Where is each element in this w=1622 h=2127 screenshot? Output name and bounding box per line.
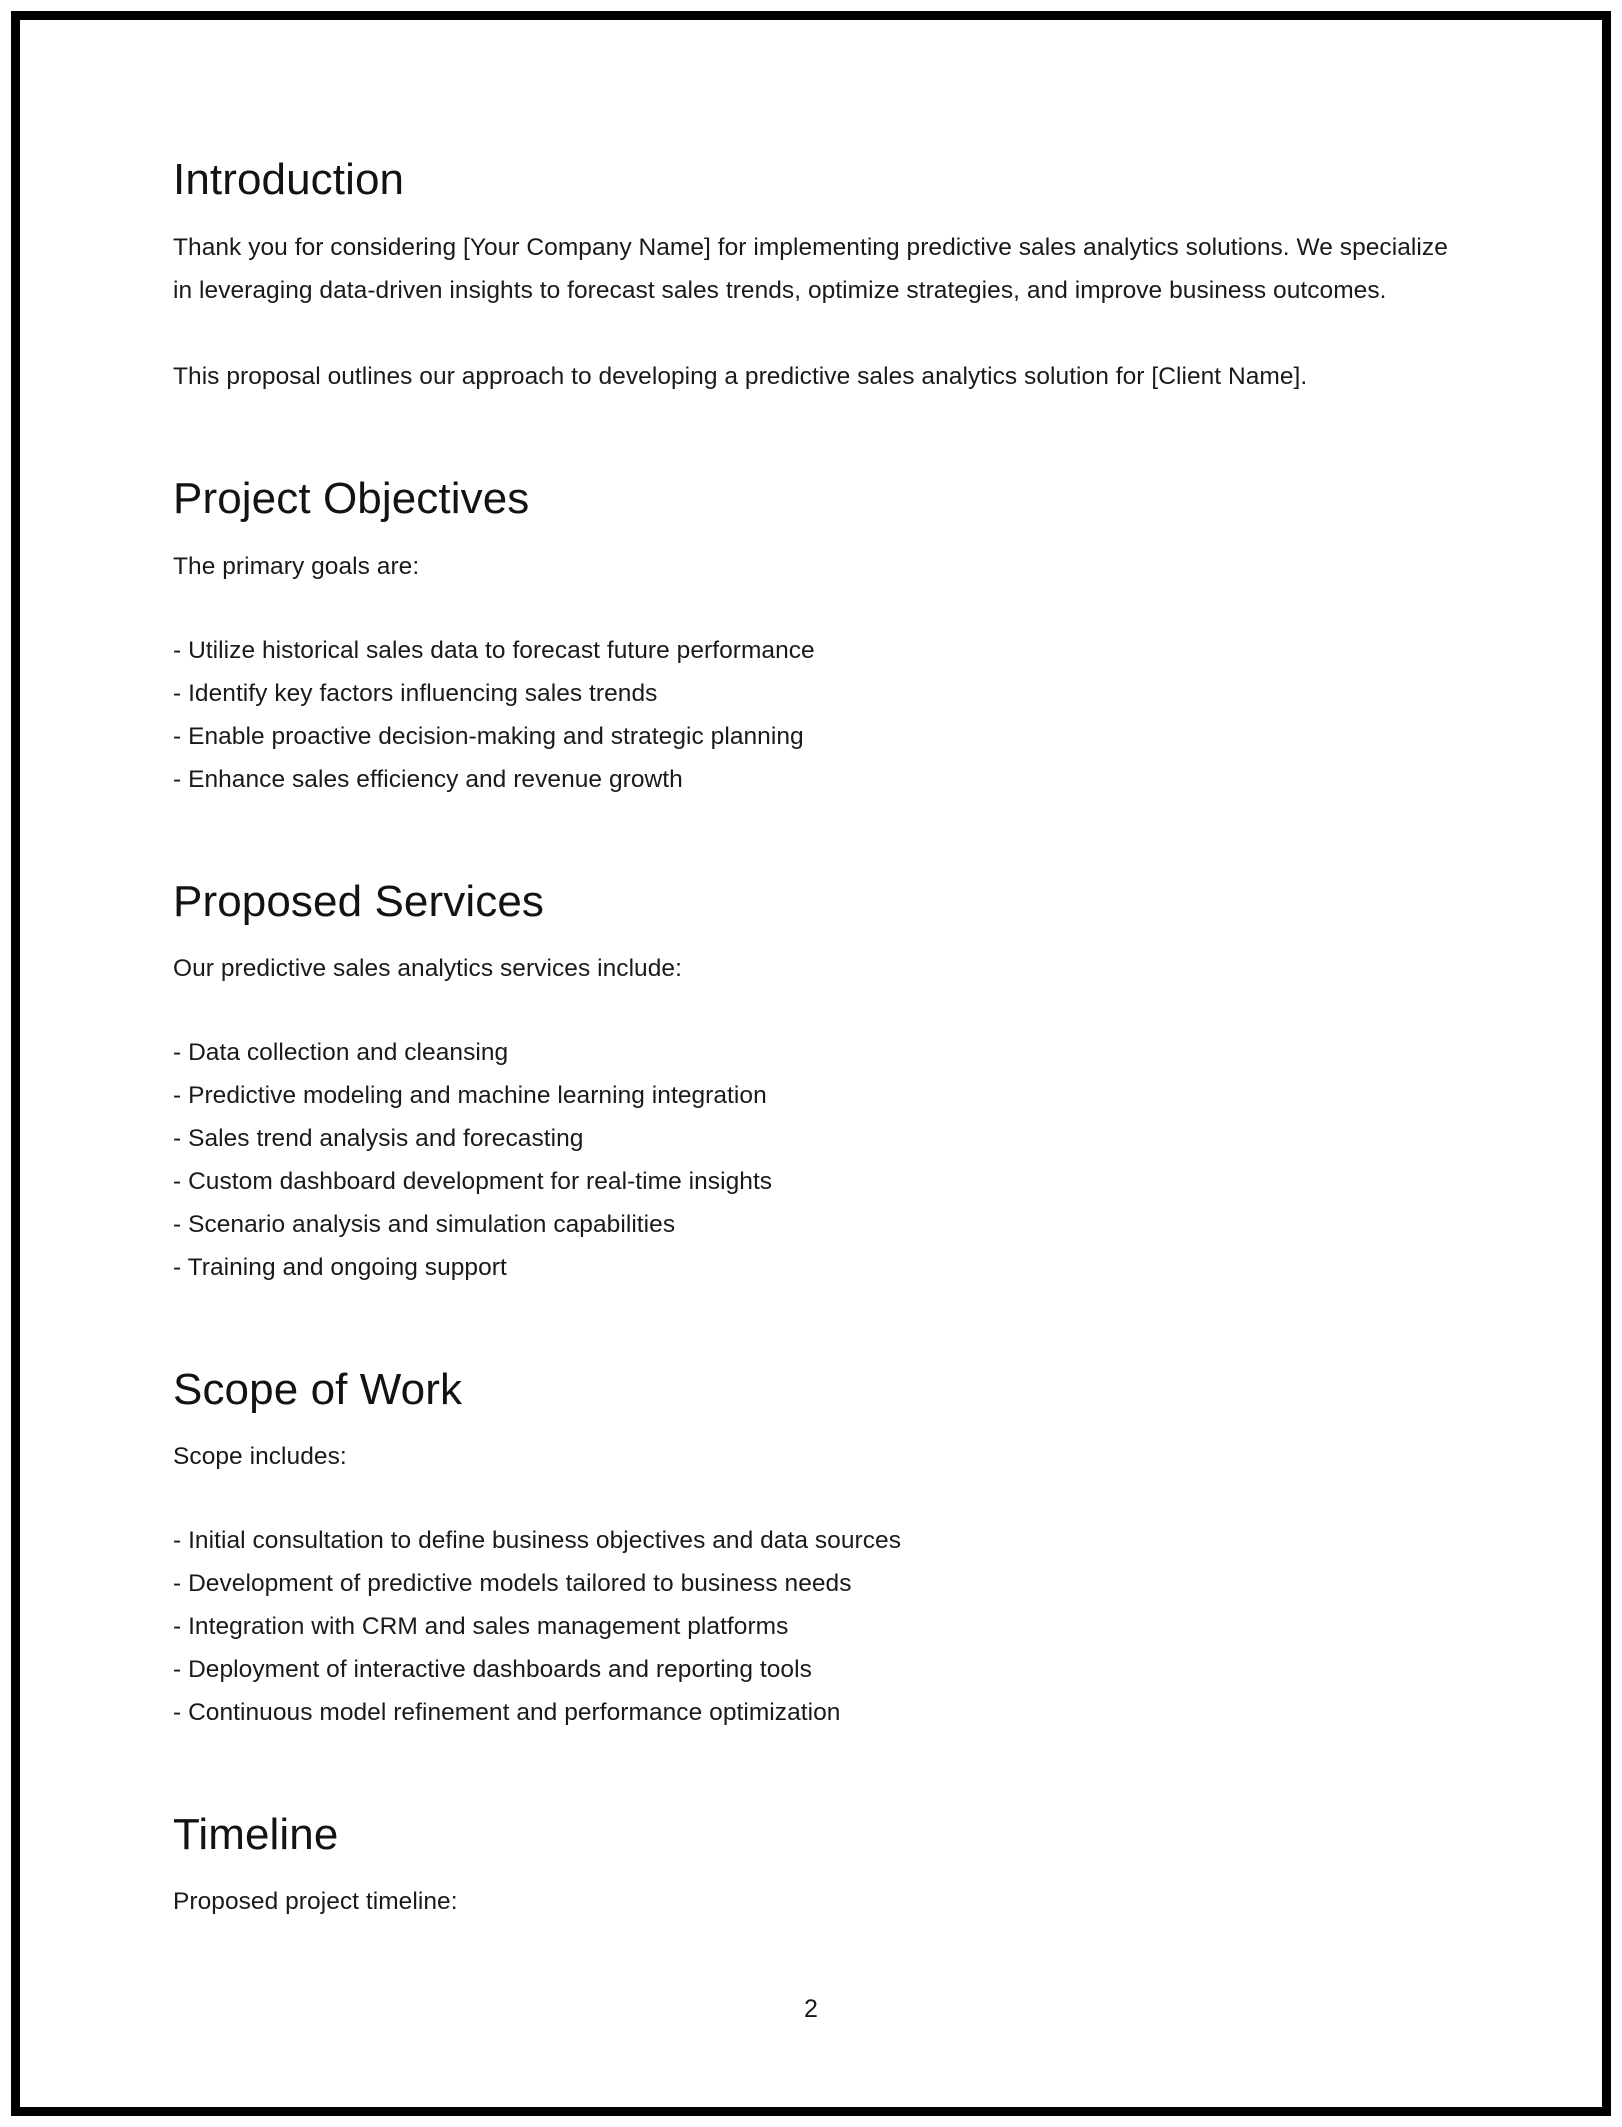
list-proposed-services xyxy=(173,1031,1473,1289)
intro-timeline: Proposed project timeline: xyxy=(173,1888,458,1916)
list-item: - Custom dashboard development for real-time insights xyxy=(173,1167,773,1195)
list-item: - Data collection and cleansing xyxy=(173,1038,509,1066)
page-number: 2 xyxy=(804,1995,818,2023)
page-canvas xyxy=(20,20,1602,2107)
heading-scope-of-work: Scope of Work xyxy=(173,1364,463,1414)
section-project-objectives xyxy=(173,474,1473,800)
list-item: - Predictive modeling and machine learning integration xyxy=(173,1081,767,1109)
list-item: - Utilize historical sales data to forecast future performance xyxy=(173,636,815,664)
intro-project-objectives: The primary goals are: xyxy=(173,552,420,580)
section-proposed-services xyxy=(173,877,1473,1289)
paragraph-intro-2: This proposal outlines our approach to developing a predictive sales analytics solution for [Client Name]. xyxy=(173,363,1308,391)
paragraph-intro-1: Thank you for considering [Your Company Name] for implementing predictive sales analytics solutions. We specialize in leveraging data-driven insights to forecast sales trends, optimize strategies, and improve business outcomes. xyxy=(173,234,1448,305)
heading-project-objectives: Project Objectives xyxy=(173,474,530,524)
list-item: - Enhance sales efficiency and revenue growth xyxy=(173,765,683,793)
list-item: - Scenario analysis and simulation capabilities xyxy=(173,1210,676,1238)
document-content xyxy=(173,155,1473,1923)
list-item: - Identify key factors influencing sales trends xyxy=(173,679,658,707)
list-item: - Enable proactive decision-making and strategic planning xyxy=(173,722,804,750)
section-timeline xyxy=(173,1810,1473,1923)
section-scope-of-work xyxy=(173,1365,1473,1734)
list-item: - Deployment of interactive dashboards and reporting tools xyxy=(173,1656,812,1684)
intro-proposed-services: Our predictive sales analytics services include: xyxy=(173,954,682,982)
list-item: - Development of predictive models tailored to business needs xyxy=(173,1570,852,1598)
section-introduction xyxy=(173,155,1473,398)
heading-timeline: Timeline xyxy=(173,1810,339,1860)
list-project-objectives xyxy=(173,629,1473,801)
list-item: - Integration with CRM and sales management platforms xyxy=(173,1613,789,1641)
list-scope-of-work xyxy=(173,1519,1473,1734)
list-item: - Sales trend analysis and forecasting xyxy=(173,1124,584,1152)
heading-introduction: Introduction xyxy=(173,155,405,204)
intro-scope-of-work: Scope includes: xyxy=(173,1443,347,1471)
page-frame xyxy=(11,11,1611,2116)
heading-proposed-services: Proposed Services xyxy=(173,876,544,926)
list-item: - Initial consultation to define business objectives and data sources xyxy=(173,1527,901,1555)
list-item: - Training and ongoing support xyxy=(173,1253,507,1281)
list-item: - Continuous model refinement and performance optimization xyxy=(173,1699,841,1727)
